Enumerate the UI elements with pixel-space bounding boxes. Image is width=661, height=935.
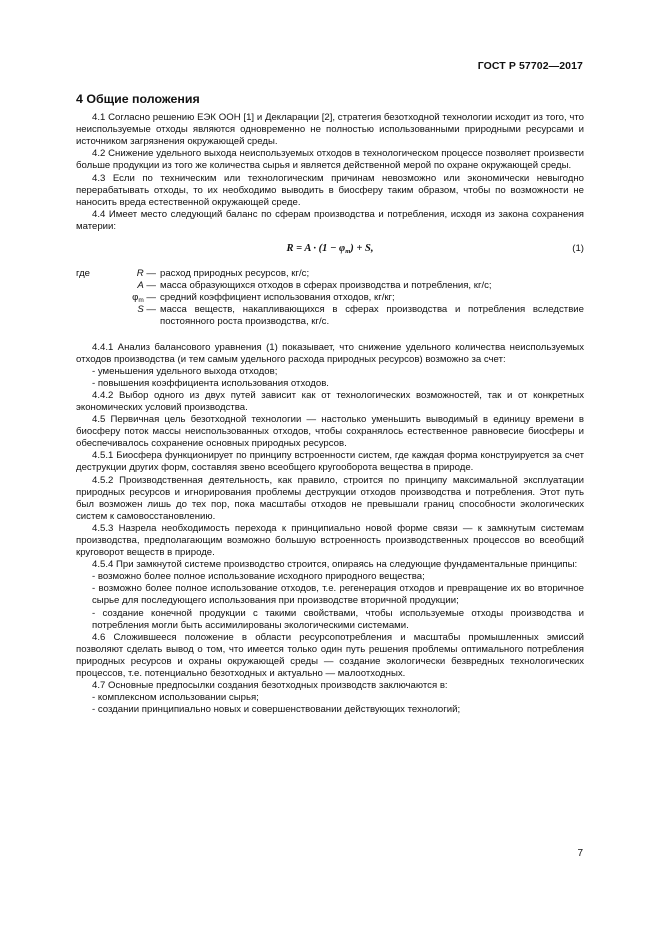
where-label: где [76,268,91,280]
paragraph-4-5-3: 4.5.3 Назрела необходимость перехода к принципиально новой форме связи — к замкнутым системам производства, предполагающим возможно большую встроенность производственных процессов во всеобщий круговорот веществ в природе. [76,522,584,559]
definition-text: расход природных ресурсов, кг/с; [160,268,310,280]
variable-definitions [76,268,584,328]
list-item: - комплексном использовании сырья; [92,692,259,704]
intro-paragraphs [76,112,584,233]
list-item: - повышения коэффициента использования отходов. [92,377,329,389]
formula-rhs: ) + S, [350,243,374,255]
body-paragraphs [76,342,584,717]
paragraph-4-6: 4.6 Сложившееся положение в области ресурсопотребления и масштабы промышленных эмиссий позволяют сделать вывод о том, что имеется только один путь решения проблемы оптимального потребления природных ресурсов и охраны окружающей среды — создание экологически безвредных технологических процессов, т.е. потенциально безотходных и актуально — малоотходных. [76,631,584,680]
paragraph-4-3: 4.3 Если по техническим или технологическим причинам невозможно или экономически невыгодно перерабатывать отходы, то их необходимо выводить в биосферу таким образом, чтобы по возможности не наносить вреда естественной окружающей среде. [76,172,584,208]
list-item: - уменьшения удельного выхода отходов; [92,365,278,377]
paragraph-4-4: 4.4 Имеет место следующий баланс по сферам производства и потребления, исходя из закона сохранения материи: [76,208,584,232]
definition-symbol: $\varphi_m$ — [132,292,156,305]
list-item: - возможно более полное использование исходного природного вещества; [92,571,425,583]
paragraph-4-4-2: 4.4.2 Выбор одного из двух путей зависит как от технологических возможностей, так и от конкретных экономических условий производства. [76,389,584,413]
section-title: 4 Общие положения [76,92,200,106]
definition-symbol: A — [137,280,156,292]
list-item: - создание конечной продукции с такими свойствами, чтобы используемые отходы производства и потребления могли быть ассимилированы экологическими системами. [92,607,584,631]
formula-lhs: R = A · (1 − φ [286,243,346,255]
formula-subscript: m [345,248,351,256]
definition-symbol: S — [137,304,156,316]
paragraph-4-4-1: 4.4.1 Анализ балансового уравнения (1) показывает, что снижение удельного количества неиспользуемых отходов производства (и тем самым удельного расхода природных ресурсов) возможно за счет: [76,341,584,365]
definition-row [76,292,584,304]
definition-text: масса веществ, накапливающихся в сферах производства и потребления вследствие постоянного роста производства, кг/с. [160,304,584,328]
paragraph-4-1: 4.1 Согласно решению ЕЭК ООН [1] и Декларации [2], стратегия безотходной технологии исходит из того, что неиспользуемые отходы являются одновременно не полностью использованными природными ресурсами и источником загрязнения окружающей среды. [76,112,584,148]
definition-row [76,268,584,280]
page-content [76,93,584,716]
definition-symbol: R — [136,268,156,280]
list-item: - создании принципиально новых и совершенствовании действующих технологий; [92,704,461,716]
standard-designation: ГОСТ Р 57702—2017 [477,60,583,72]
paragraph-4-5-4: 4.5.4 При замкнутой системе производство строится, опираясь на следующие фундаментальные принципы: [92,559,578,571]
page-number: 7 [577,848,583,859]
definition-text: масса образующихся отходов в сферах производства и потребления, кг/с; [160,280,492,292]
paragraph-4-5: 4.5 Первичная цель безотходной технологии — настолько уменьшить выводимый в единицу времени в биосферу поток массы неиспользованных отходов, чтобы сохранялось естественное равновесие биосферы и обеспечивалось сохранение основных природных ресурсов. [76,414,584,450]
paragraph-4-5-1: 4.5.1 Биосфера функционирует по принципу встроенности систем, где каждая форма конструируется за счет деструкции других форм, составляя звено всеобщего кругооборота вещества в природе. [76,450,584,474]
balance-equation [76,243,584,257]
list-item: - возможно более полное использование отходов, т.е. регенерация отходов и превращение их во вторичное сырье для последующего использования при производстве вторичной продукции; [92,583,584,607]
definition-row [76,304,584,328]
definition-row [76,280,584,292]
definition-text: средний коэффициент использования отходов, кг/кг; [160,292,395,304]
paragraph-4-5-2: 4.5.2 Производственная деятельность, как правило, строится по принципу максимальной эксплуатации природных ресурсов и игнорирования проблемы деструкции отходов производства и потребления. Этот путь был возможен лишь до тех пор, пока масштабы отходов не превышали границ способности экологических систем к самовосстановлению. [76,474,584,522]
paragraph-4-7: 4.7 Основные предпосылки создания безотходных производств заключаются в: [92,680,448,692]
formula-expression [76,243,584,255]
formula-number: (1) [572,243,584,255]
paragraph-4-2: 4.2 Снижение удельного выхода неиспользуемых отходов в технологическом процессе позволяет произвести больше продукции из того же количества сырья и является действенной мерой по охране окружающей среды. [76,148,584,172]
